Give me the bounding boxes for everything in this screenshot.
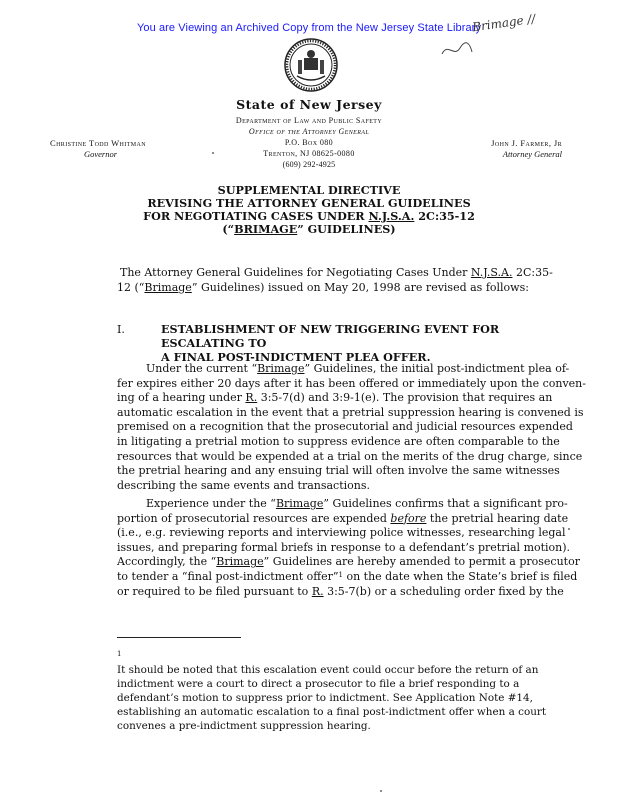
section-number: I. [117,323,125,336]
state-seal-icon [284,38,338,92]
intro-paragraph: The Attorney General Guidelines for Negotiating Cases Under N.J.S.A. 2C:35- 12 (“Brimage” Guidelines) issued on May 20, 1998 are revised as follows: [117,266,553,294]
city-address: Trenton, NJ 08625-0080 [263,149,355,158]
archive-banner: You are Viewing an Archived Copy from the New Jersey State Library [136,22,482,34]
ag-name: John J. Farmer, Jr [491,138,562,148]
governor-name: Christine Todd Whitman [50,138,146,148]
paragraph-current-guidelines: Under the current “Brimage” Guidelines, the initial post-indictment plea of- fer expires either 20 days after it has been offered or immediately upon the conven- ing of a hearing under R. 3:5-7(d) and 3:9-1(e). The provision that requires an automatic escalation in the event that a pretrial suppression hearing is convened is premised on a recognition that the prosecutorial and judicial resources expended in litigating a pretrial motion to suppress evidence are often comparable to the resources that would be expended at a trial on the merits of the drug charge, since the pretrial hearing and any ensuing trial will often involve the same witnesses describing the same events and transactions. [117,362,586,492]
footnote-divider [117,637,241,638]
paragraph-experience: Experience under the “Brimage” Guidelines confirms that a significant pro- portion of prosecutorial resources are expended before the pretrial hearing date (i.e., e.g. reviewing reports and interviewing police witnesses, researching legal issues, and preparing formal briefs in response to a defendant’s pretrial motion). Accordingly, the “Brimage” Guidelines are hereby amended to permit a prosecutor to tender a “final post-indictment offer”$^1$ on the date when the State’s brief is filed or required to be filed pursuant to R. 3:5-7(b) or a scheduling order fixed by the [117,497,580,598]
scan-speck [380,790,382,792]
po-box: P.O. Box 080 [284,138,334,147]
letterhead-department-block [180,115,438,170]
footnote-marker: 1 [117,650,122,658]
handwritten-note: Brimage // [471,11,537,35]
scan-speck [212,152,214,154]
title-line-1: SUPPLEMENTAL DIRECTIVE [217,183,401,197]
governor-block [50,138,146,160]
footnote-reference: 1 [338,570,343,579]
section-title: ESTABLISHMENT OF NEW TRIGGERING EVENT FOR ESCALATING TO A FINAL POST-INDICTMENT PLEA OFFER. [161,322,500,364]
directive-title [0,184,618,236]
department-name: Department of Law and Public Safety [235,116,383,125]
handwritten-scribble [440,40,474,60]
governor-title: Governor [84,149,118,159]
title-line-4: (“BRIMAGE” GUIDELINES) [222,222,396,236]
title-line-3: FOR NEGOTIATING CASES UNDER N.J.S.A. 2C:35-12 [143,209,475,223]
office-name: Office of the Attorney General [248,127,370,136]
title-line-2: REVISING THE ATTORNEY GENERAL GUIDELINES [147,196,471,210]
attorney-general-block [491,138,562,160]
phone-number: (609) 292-4925 [282,160,336,169]
ag-title: Attorney General [502,149,562,159]
footnote: $^1$ It should be noted that this escalation event could occur before the return of an indictment were a court to direct a prosecutor to file a brief responding to a defendant’s motion to suppress prior to indictment. See Application Note #14, establishing an automatic escalation to a final post-indictment offer when a court convenes a pre-indictment suppression hearing. [117,650,547,732]
scan-speck [568,528,570,530]
letterhead-state-title: State of New Jersey [236,97,382,112]
